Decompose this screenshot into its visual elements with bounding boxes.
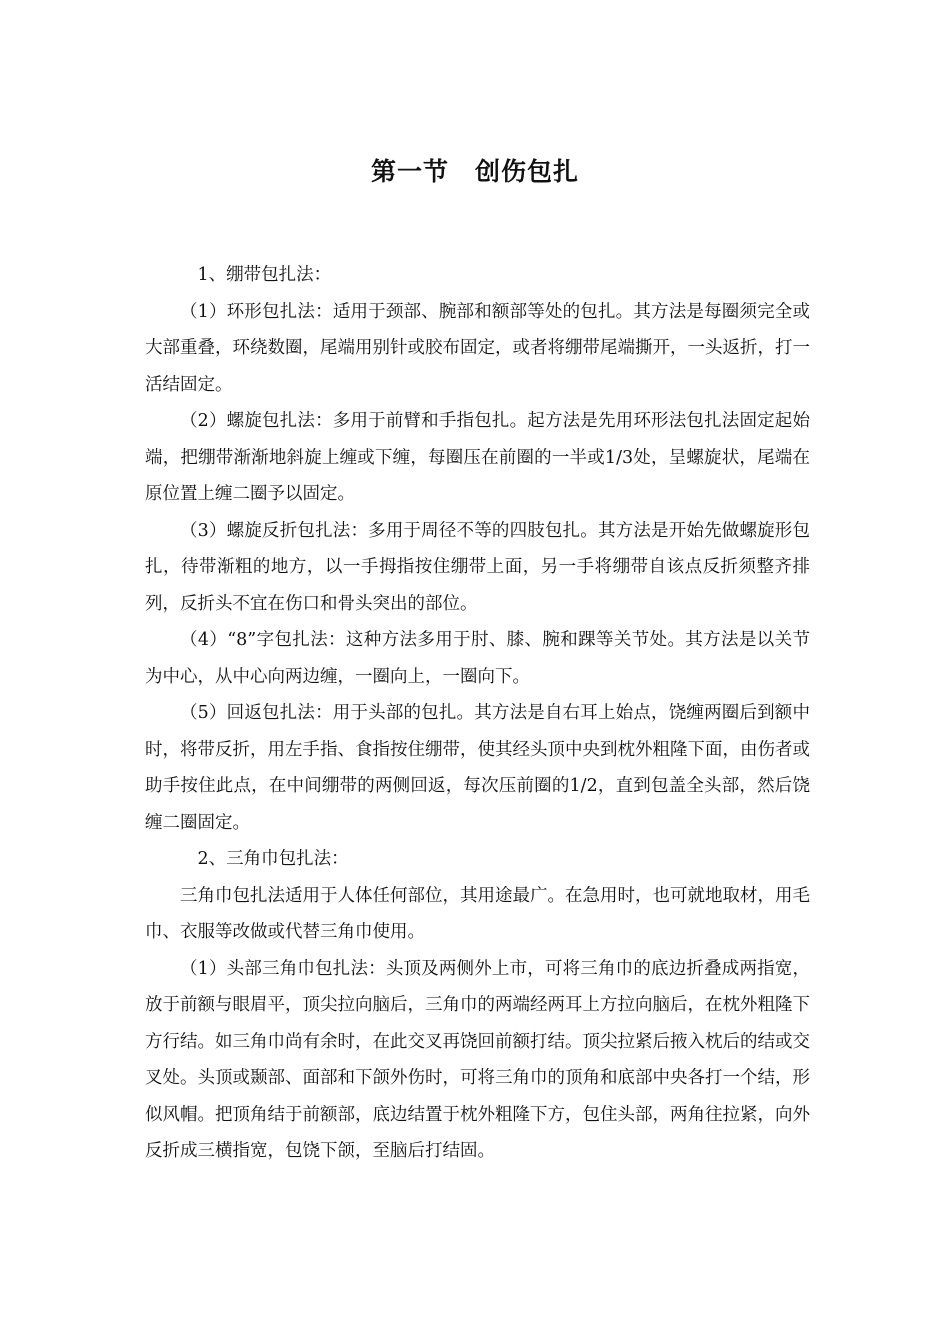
paragraph-head-triangular: （1）头部三角巾包扎法：头顶及两侧外上市，可将三角巾的底边折叠成两指宽，放于前额与眼眉平，顶尖拉向脑后，三角巾的两端经两耳上方拉向脑后，在枕外粗隆下方行结。如三角巾尚有余时，在此交叉再饶回前额打结。顶尖拉紧后掖入枕后的结或交叉处。头顶或颞部、面部和下颌外伤时，可将三角巾的顶角和底部中央各打一个结，形似风帽。把顶角结于前额部，底边结置于枕外粗隆下方，包住头部，两角往拉紧，向外反折成三横指宽，包饶下颌，至脑后打结固。 (145, 958, 810, 1161)
document-body (145, 257, 810, 1170)
section-heading-triangular: 2、三角巾包扎法： (197, 849, 349, 869)
paragraph-triangular-intro: 三角巾包扎法适用于人体任何部位，其用途最广。在急用时，也可就地取材，用毛巾、衣服等改做或代替三角巾使用。 (145, 885, 810, 942)
paragraph-circular-bandage: （1）环形包扎法：适用于颈部、腕部和额部等处的包扎。其方法是每圈须完全或大部重叠，环绕数圈，尾端用别针或胶布固定，或者将绷带尾端撕开，一头返折，打一活结固定。 (145, 301, 810, 395)
paragraph-figure-eight-bandage: （4）“8”字包扎法：这种方法多用于肘、膝、腕和踝等关节处。其方法是以关节为中心，从中心向两边缠，一圈向上，一圈向下。 (145, 630, 810, 687)
paragraph-recurrent-bandage: （5）回返包扎法：用于头部的包扎。其方法是自右耳上始点，饶缠两圈后到额中时，将带反折，用左手指、食指按住绷带，使其经头顶中央到枕外粗隆下面，由伤者或助手按住此点，在中间绷带的两侧回返，每次压前圈的1/2，直到包盖全头部，然后饶缠二圈固定。 (145, 703, 810, 833)
paragraph-spiral-reverse-bandage: （3）螺旋反折包扎法：多用于周径不等的四肢包扎。其方法是开始先做螺旋形包扎，待带渐粗的地方，以一手拇指按住绷带上面，另一手将绷带自该点反折须整齐排列，反折头不宜在伤口和骨头突出的部位。 (145, 520, 810, 614)
page-title: 第一节 创伤包扎 (370, 157, 579, 186)
section-heading-bandage: 1、绷带包扎法： (197, 265, 332, 285)
paragraph-spiral-bandage: （2）螺旋包扎法：多用于前臂和手指包扎。起方法是先用环形法包扎法固定起始端，把绷带渐渐地斜旋上缠或下缠，每圈压在前圈的一半或1/3处，呈螺旋状，尾端在原位置上缠二圈予以固定。 (145, 411, 810, 504)
